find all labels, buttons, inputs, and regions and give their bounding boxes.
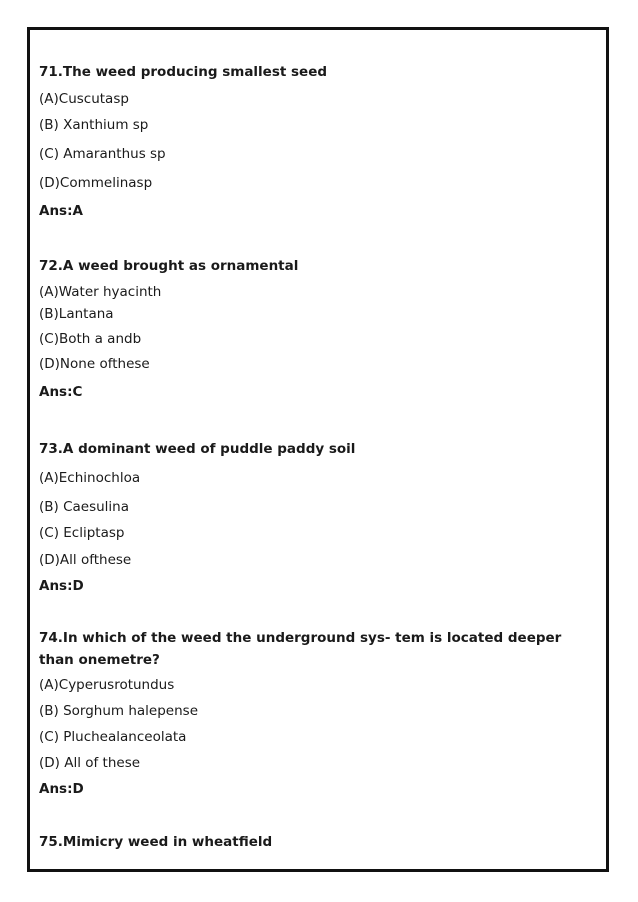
question-73: 73.A dominant weed of puddle paddy soil: [39, 441, 356, 457]
option-72-d: (D)None ofthese: [39, 356, 150, 372]
option-74-a: (A)Cyperusrotundus: [39, 677, 175, 693]
option-74-c: (C) Pluchealanceolata: [39, 729, 187, 745]
answer-72: Ans:C: [39, 384, 83, 400]
question-72: 72.A weed brought as ornamental: [39, 258, 299, 274]
option-72-c: (C)Both a andb: [39, 331, 142, 347]
option-71-a: (A)Cuscutasp: [39, 91, 129, 107]
option-71-b: (B) Xanthium sp: [39, 117, 149, 133]
option-74-d: (D) All of these: [39, 755, 141, 771]
option-73-c: (C) Ecliptasp: [39, 525, 125, 541]
answer-73: Ans:D: [39, 578, 84, 594]
answer-71: Ans:A: [39, 203, 83, 219]
option-73-d: (D)All ofthese: [39, 552, 132, 568]
option-72-a: (A)Water hyacinth: [39, 284, 162, 300]
question-74: 74.In which of the weed the underground sys- tem is located deeper than onemetre?: [39, 630, 562, 668]
option-73-a: (A)Echinochloa: [39, 470, 141, 486]
answer-74: Ans:D: [39, 781, 84, 797]
question-71: 71.The weed producing smallest seed: [39, 64, 328, 80]
option-71-c: (C) Amaranthus sp: [39, 146, 166, 162]
question-75: 75.Mimicry weed in wheatfield: [39, 834, 273, 850]
option-74-b: (B) Sorghum halepense: [39, 703, 199, 719]
option-72-b: (B)Lantana: [39, 306, 114, 322]
option-73-b: (B) Caesulina: [39, 499, 130, 515]
option-71-d: (D)Commelinasp: [39, 175, 153, 191]
